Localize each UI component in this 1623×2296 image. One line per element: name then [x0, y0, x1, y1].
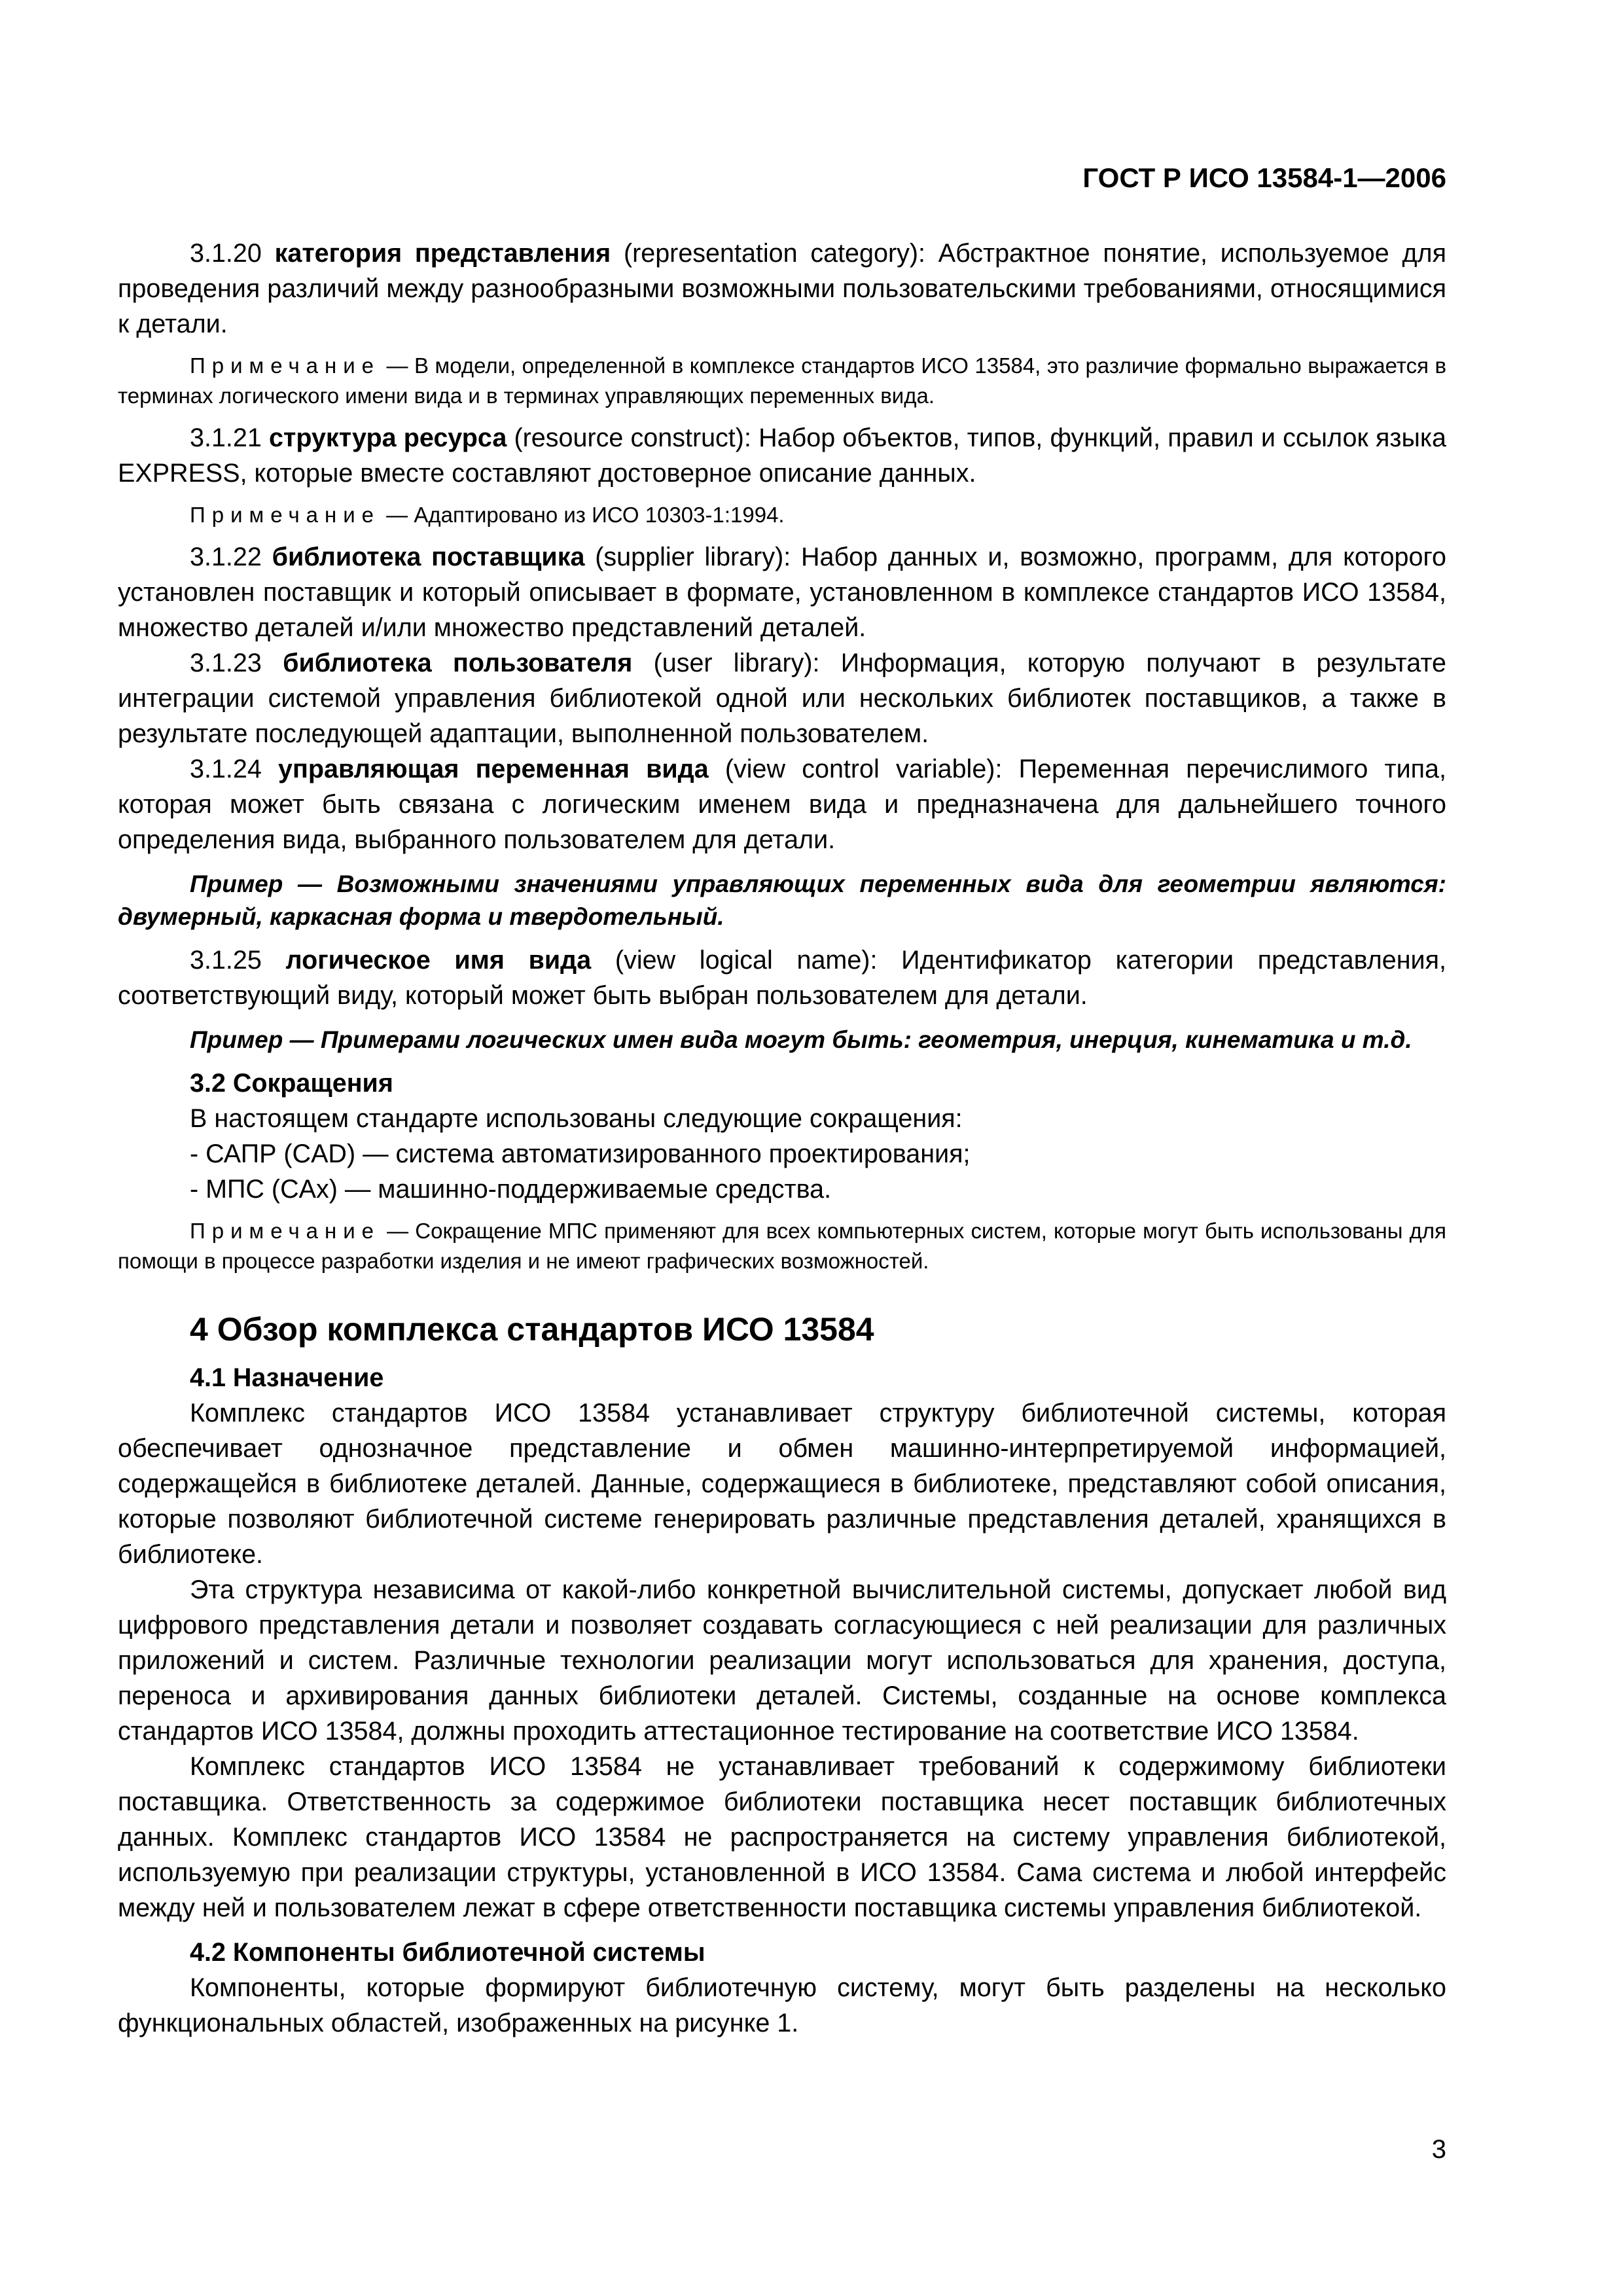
- definition-term-en: (resource construct): [514, 423, 744, 452]
- note-3-1-20: [118, 351, 1446, 411]
- paragraph-4-1-2: Эта структура независима от какой-либо конкретной вычислительной системы, допускает любой вид цифрового представления детали и позволяет создавать согласующиеся с ней реализации для различных приложений и систем. Различные технологии реализации могут использоваться для хранения, доступа, переноса и архивирования данных библиотеки деталей. Системы, созданные на основе комплекса стандартов ИСО 13584, должны проходить аттестационное тестирование на соответствие ИСО 13584.: [118, 1575, 1446, 1746]
- page-number: 3: [1431, 2135, 1446, 2164]
- paragraph-4-1-3: Комплекс стандартов ИСО 13584 не устанавливает требований к содержимому библиотеки поставщика. Ответственность за содержимое библиотеки поставщика несет поставщик библиотечных данных. Комплекс стандартов ИСО 13584 не распространяется на систему управления библиотекой, используемую при реализации структуры, установленной в ИСО 13584. Сама система и любой интерфейс между ней и пользователем лежат в сфере ответственности поставщика системы управления библиотекой.: [118, 1752, 1446, 1922]
- note-label: Примечание: [190, 353, 381, 378]
- definition-text: : Переменная перечислимого типа, которая может быть связана с логическим именем вида и предназначена для дальнейшего точного определения вида, выбранного пользователем для детали.: [118, 755, 1446, 854]
- definition-term-en: (user library): [653, 649, 813, 677]
- definition-term-en: (representation category): [623, 239, 919, 268]
- definition-number: 3.1.24: [190, 755, 262, 783]
- definition-number: 3.1.21: [190, 423, 262, 452]
- definition-3-1-22: [118, 539, 1446, 645]
- page-content: [118, 236, 1446, 2041]
- definition-term: библиотека пользователя: [283, 649, 633, 677]
- note-label: Примечание: [190, 503, 381, 527]
- definition-term: управляющая переменная вида: [278, 755, 709, 783]
- document-header: ГОСТ Р ИСО 13584-1—2006: [1082, 162, 1446, 193]
- definition-term-en: (view control variable): [724, 755, 995, 783]
- definition-text: : Идентификатор категории представления, соответствующий виду, который может быть выбран пользователем для детали.: [118, 946, 1446, 1010]
- definition-3-1-25: [118, 942, 1446, 1013]
- definition-number: 3.1.20: [190, 239, 262, 268]
- section-heading-3-2: 3.2 Сокращения: [190, 1069, 393, 1098]
- definition-number: 3.1.25: [190, 946, 262, 975]
- example-3-1-24: Пример — Возможными значениями управляющих переменных вида для геометрии являются: двумерный, каркасная форма и твердотельный.: [118, 870, 1446, 930]
- document-page: [118, 0, 1446, 2296]
- abbreviation-item: - МПС (CAx) — машинно-поддерживаемые средства.: [190, 1175, 832, 1204]
- definition-term: логическое имя вида: [285, 946, 592, 975]
- definition-term: категория представления: [274, 239, 611, 268]
- definition-term: структура ресурса: [269, 423, 507, 452]
- section-heading-4-1: 4.1 Назначение: [190, 1363, 384, 1392]
- section-heading-4-2: 4.2 Компоненты библиотечной системы: [190, 1938, 705, 1967]
- definition-text: : Информация, которую получают в результате интеграции системой управления библиотекой одной или нескольких библиотек поставщиков, а также в результате последующей адаптации, выполненной пользователем.: [118, 649, 1447, 748]
- definition-3-1-21: [118, 420, 1446, 491]
- example-3-1-25: Пример — Примерами логических имен вида могут быть: геометрия, инерция, кинематика и т.д.: [190, 1026, 1412, 1053]
- definition-3-1-24: [118, 751, 1446, 857]
- definition-3-1-23: [118, 645, 1446, 751]
- definition-number: 3.1.23: [190, 649, 262, 677]
- paragraph-4-2-1: Компоненты, которые формируют библиотечную систему, могут быть разделены на несколько функциональных областей, изображенных на рисунке 1.: [118, 1973, 1446, 2037]
- note-text: — В модели, определенной в комплексе стандартов ИСО 13584, это различие формально выражается в терминах логического имени вида и в терминах управляющих переменных вида.: [118, 353, 1446, 408]
- note-3-2: [118, 1216, 1446, 1276]
- definition-term-en: (supplier library): [595, 543, 784, 571]
- definition-text: : Набор объектов, типов, функций, правил и ссылок языка EXPRESS, которые вместе составляют достоверное описание данных.: [118, 423, 1446, 488]
- definition-term: библиотека поставщика: [272, 543, 585, 571]
- definition-number: 3.1.22: [190, 543, 262, 571]
- abbreviations-intro: В настоящем стандарте использованы следующие сокращения:: [190, 1104, 963, 1133]
- note-3-1-21: [118, 500, 1446, 530]
- definition-text: : Набор данных и, возможно, программ, для которого установлен поставщик и который описывает в формате, установленном в комплексе стандартов ИСО 13584, множество деталей и/или множество представлений деталей.: [118, 543, 1446, 642]
- note-text: — Адаптировано из ИСО 10303-1:1994.: [380, 503, 785, 527]
- paragraph-4-1-1: Комплекс стандартов ИСО 13584 устанавливает структуру библиотечной системы, которая обеспечивает однозначное представление и обмен машинно-интерпретируемой информацией, содержащейся в библиотеке деталей. Данные, содержащиеся в библиотеке, представляют собой описания, которые позволяют библиотечной системе генерировать различные представления деталей, хранящихся в библиотеке.: [118, 1399, 1446, 1569]
- note-text: — Сокращение МПС применяют для всех компьютерных систем, которые могут быть использованы для помощи в процессе разработки изделия и не имеют графических возможностей.: [118, 1219, 1446, 1273]
- definition-3-1-20: [118, 236, 1446, 342]
- abbreviation-item: - САПР (CAD) — система автоматизированного проектирования;: [190, 1139, 971, 1168]
- note-label: Примечание: [190, 1219, 381, 1243]
- definition-text: : Абстрактное понятие, используемое для проведения различий между разнообразными возможными пользовательскими требованиями, относящимися к детали.: [118, 239, 1446, 338]
- section-heading-4: 4 Обзор комплекса стандартов ИСО 13584: [190, 1311, 874, 1348]
- definition-term-en: (view logical name): [615, 946, 870, 975]
